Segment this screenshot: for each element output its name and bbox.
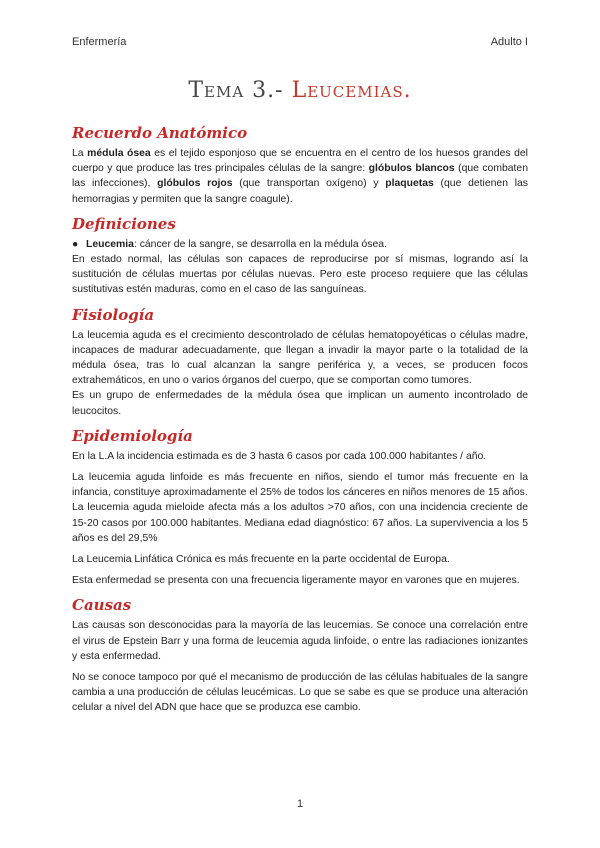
paragraph-anatomico: La médula ósea es el tejido esponjoso que se encuentra en el centro de los huesos grandes del cuerpo y que produce las tres principales células de la sangre: glóbulos blancos (que combaten las infecciones), glóbulos rojos (que transportan oxígeno) y plaquetas (que detienen las hemorragias y permiten que la sangre coagule). <box>72 148 529 205</box>
heading-epidemiologia: Epidemiología <box>72 426 193 445</box>
paragraph-causas-2: No se conoce tampoco por qué el mecanismo de producción de las células habituales de la sangre cambia a una producción de células leucémicas. Lo que se sabe es que se produce una alteración celular a nivel del ADN que hace que se produzca ese cambio. <box>72 672 528 714</box>
paragraph-epidemiologia-5: Esta enfermedad se presenta con una frecuencia ligeramente mayor en varones que en mujeres. <box>72 575 520 587</box>
header-course: Adulto I <box>490 36 528 48</box>
paragraph-epidemiologia-3: La leucemia aguda mieloide afecta más a los adultos >70 años, con una incidencia creciente de 15-20 casos por 100.000 habitantes. Mediana edad diagnóstico: 67 años. La supervivencia a los 5 años es del 29,5% <box>72 502 528 544</box>
paragraph-epidemiologia-2: La leucemia aguda linfoide es más frecuente en niños, siendo el tumor más frecuente en la infancia, constituye aproximadamente el 25% de todos los cánceres en niños menores de 15 años. <box>72 472 528 499</box>
page-number: 1 <box>296 798 304 810</box>
paragraph-fisiologia-2: Es un grupo de enfermedades de la médula ósea que implican un aumento incontrolado de leucocitos. <box>72 390 528 417</box>
heading-fisiologia: Fisiología <box>72 305 155 324</box>
heading-causas: Causas <box>72 596 132 615</box>
paragraph-epidemiologia-1: En la L.A la incidencia estimada es de 3 hasta 6 casos por cada 100.000 habitantes / año. <box>72 450 487 462</box>
document-body <box>72 120 528 722</box>
bullet-dot-icon: ● <box>72 238 79 250</box>
bullet-leucemia: ● Leucemia: cáncer de la sangre, se desarrolla en la médula ósea. <box>72 237 528 252</box>
page-header <box>72 36 528 48</box>
page-title <box>0 78 600 103</box>
paragraph-causas-1: Las causas son desconocidas para la mayoría de las leucemias. Se conoce una correlación entre el virus de Epstein Barr y una forma de leucemia aguda linfoide, o entre las radiaciones ionizantes y esta enfermedad. <box>72 620 528 662</box>
header-subject: Enfermería <box>72 36 127 48</box>
title-prefix: Tema 3.- <box>188 78 292 103</box>
paragraph-fisiologia-1: La leucemia aguda es el crecimiento descontrolado de células hematopoyéticas o células madre, incapaces de madurar adecuadamente, que llegan a invadir la mayor parte o la totalidad de la médula ósea, tras lo cual alcanzan la sangre periférica y, a veces, se producen focos extrahemáticos, en uno o varios órganos del cuerpo, que se comportan como tumores. <box>72 329 528 387</box>
paragraph-epidemiologia-4: La Leucemia Linfática Crónica es más frecuente en la parte occidental de Europa. <box>72 554 450 566</box>
heading-recuerdo-anatomico: Recuerdo Anatómico <box>72 124 248 142</box>
paragraph-definiciones: En estado normal, las células son capaces de reproducirse por sí mismas, logrando así la sustitución de células muertas por células nuevas. Pero este proceso requiere que las células sustitutivas estén maduras, como en el caso de las sanguíneas. <box>72 254 528 296</box>
heading-definiciones: Definiciones <box>72 214 176 233</box>
title-accent: Leucemias. <box>291 78 412 103</box>
